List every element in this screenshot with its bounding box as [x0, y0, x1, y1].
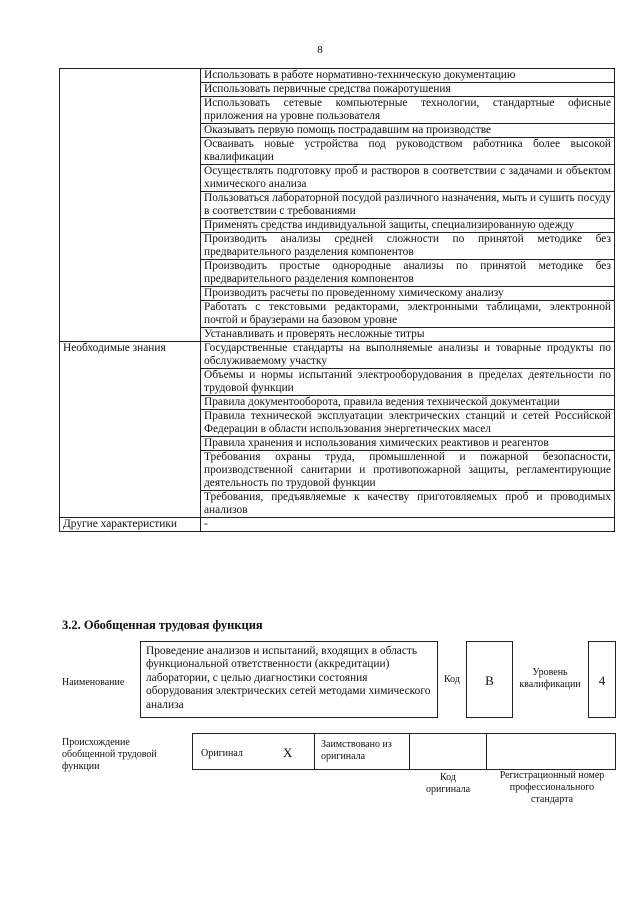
code-original-cell: [409, 733, 487, 770]
origin-label: Происхождение обобщенной трудовой функции: [62, 737, 157, 772]
original-cell: [192, 733, 315, 770]
row-item-cell: Правила хранения и использования химических реактивов и реагентов: [201, 437, 615, 451]
table-row: [60, 342, 615, 369]
level-label: Уровень квалификации: [519, 667, 581, 690]
page-number: 8: [317, 44, 323, 56]
row-item-cell: Осваивать новые устройства под руководством работника более высокой квалификации: [201, 138, 615, 165]
row-category-cell: [60, 69, 201, 342]
row-item-cell: Правила технической эксплуатации электрических станций и сетей Российской Федерации в области использования энергетических масел: [201, 410, 615, 437]
row-item-cell: Требования, предъявляемые к качеству приготовляемых проб и проводимых анализов: [201, 491, 615, 518]
row-item-cell: Использовать в работе нормативно-техническую документацию: [201, 69, 615, 83]
name-label: Наименование: [62, 677, 125, 688]
table-row: [60, 518, 615, 532]
caption-code-original: Код оригинала: [425, 772, 471, 795]
row-item-cell: Использовать первичные средства пожаротушения: [201, 83, 615, 97]
table-row: [60, 69, 615, 83]
row-item-cell: Оказывать первую помощь пострадавшим на производстве: [201, 124, 615, 138]
borrowed-label: Заимствовано из оригинала: [314, 733, 410, 770]
row-item-cell: Производить расчеты по проведенному химическому анализу: [201, 287, 615, 301]
caption-reg-number: Регистрационный номер профессионального стандарта: [499, 770, 605, 805]
code-label: Код: [444, 674, 460, 685]
original-mark: X: [283, 745, 293, 760]
row-item-cell: Производить анализы средней сложности по принятой методике без предварительного разделения компонентов: [201, 233, 615, 260]
row-item-cell: Требования охраны труда, промышленной и пожарной безопасности, производственной санитарии и противопожарной защиты, регламентирующие деятельность по трудовой функции: [201, 451, 615, 491]
row-item-cell: Осуществлять подготовку проб и растворов в соответствии с задачами и объектом химического анализа: [201, 165, 615, 192]
section-title: 3.2. Обобщенная трудовая функция: [62, 618, 263, 632]
row-item-cell: Работать с текстовыми редакторами, электронными таблицами, электронной почтой и браузерами на базовом уровне: [201, 301, 615, 328]
row-item-cell: -: [201, 518, 615, 532]
row-item-cell: Объемы и нормы испытаний электрооборудования в пределах деятельности по трудовой функции: [201, 369, 615, 396]
name-value: Проведение анализов и испытаний, входящих в область функциональной ответственности (аккредитации) лаборатории, с целью диагностики состояния оборудования электрических сетей методами химического анализа: [140, 641, 438, 718]
row-item-cell: Производить простые однородные анализы по принятой методике без предварительного разделения компонентов: [201, 260, 615, 287]
row-item-cell: Правила документооборота, правила ведения технической документации: [201, 396, 615, 410]
row-category-cell: Другие характеристики: [60, 518, 201, 532]
row-item-cell: Использовать сетевые компьютерные технологии, стандартные офисные приложения на уровне пользователя: [201, 97, 615, 124]
skills-knowledge-table: [59, 68, 615, 532]
row-item-cell: Пользоваться лабораторной посудой различного назначения, мыть и сушить посуду в соответствии с требованиями: [201, 192, 615, 219]
row-category-cell: Необходимые знания: [60, 342, 201, 518]
row-item-cell: Применять средства индивидуальной защиты, специализированную одежду: [201, 219, 615, 233]
code-value: В: [466, 641, 513, 718]
row-item-cell: Устанавливать и проверять несложные титры: [201, 328, 615, 342]
row-item-cell: Государственные стандарты на выполняемые анализы и товарные продукты по обслуживаемому участку: [201, 342, 615, 369]
level-value: 4: [588, 641, 616, 718]
reg-number-cell: [486, 733, 616, 770]
original-label: Оригинал: [201, 748, 243, 759]
